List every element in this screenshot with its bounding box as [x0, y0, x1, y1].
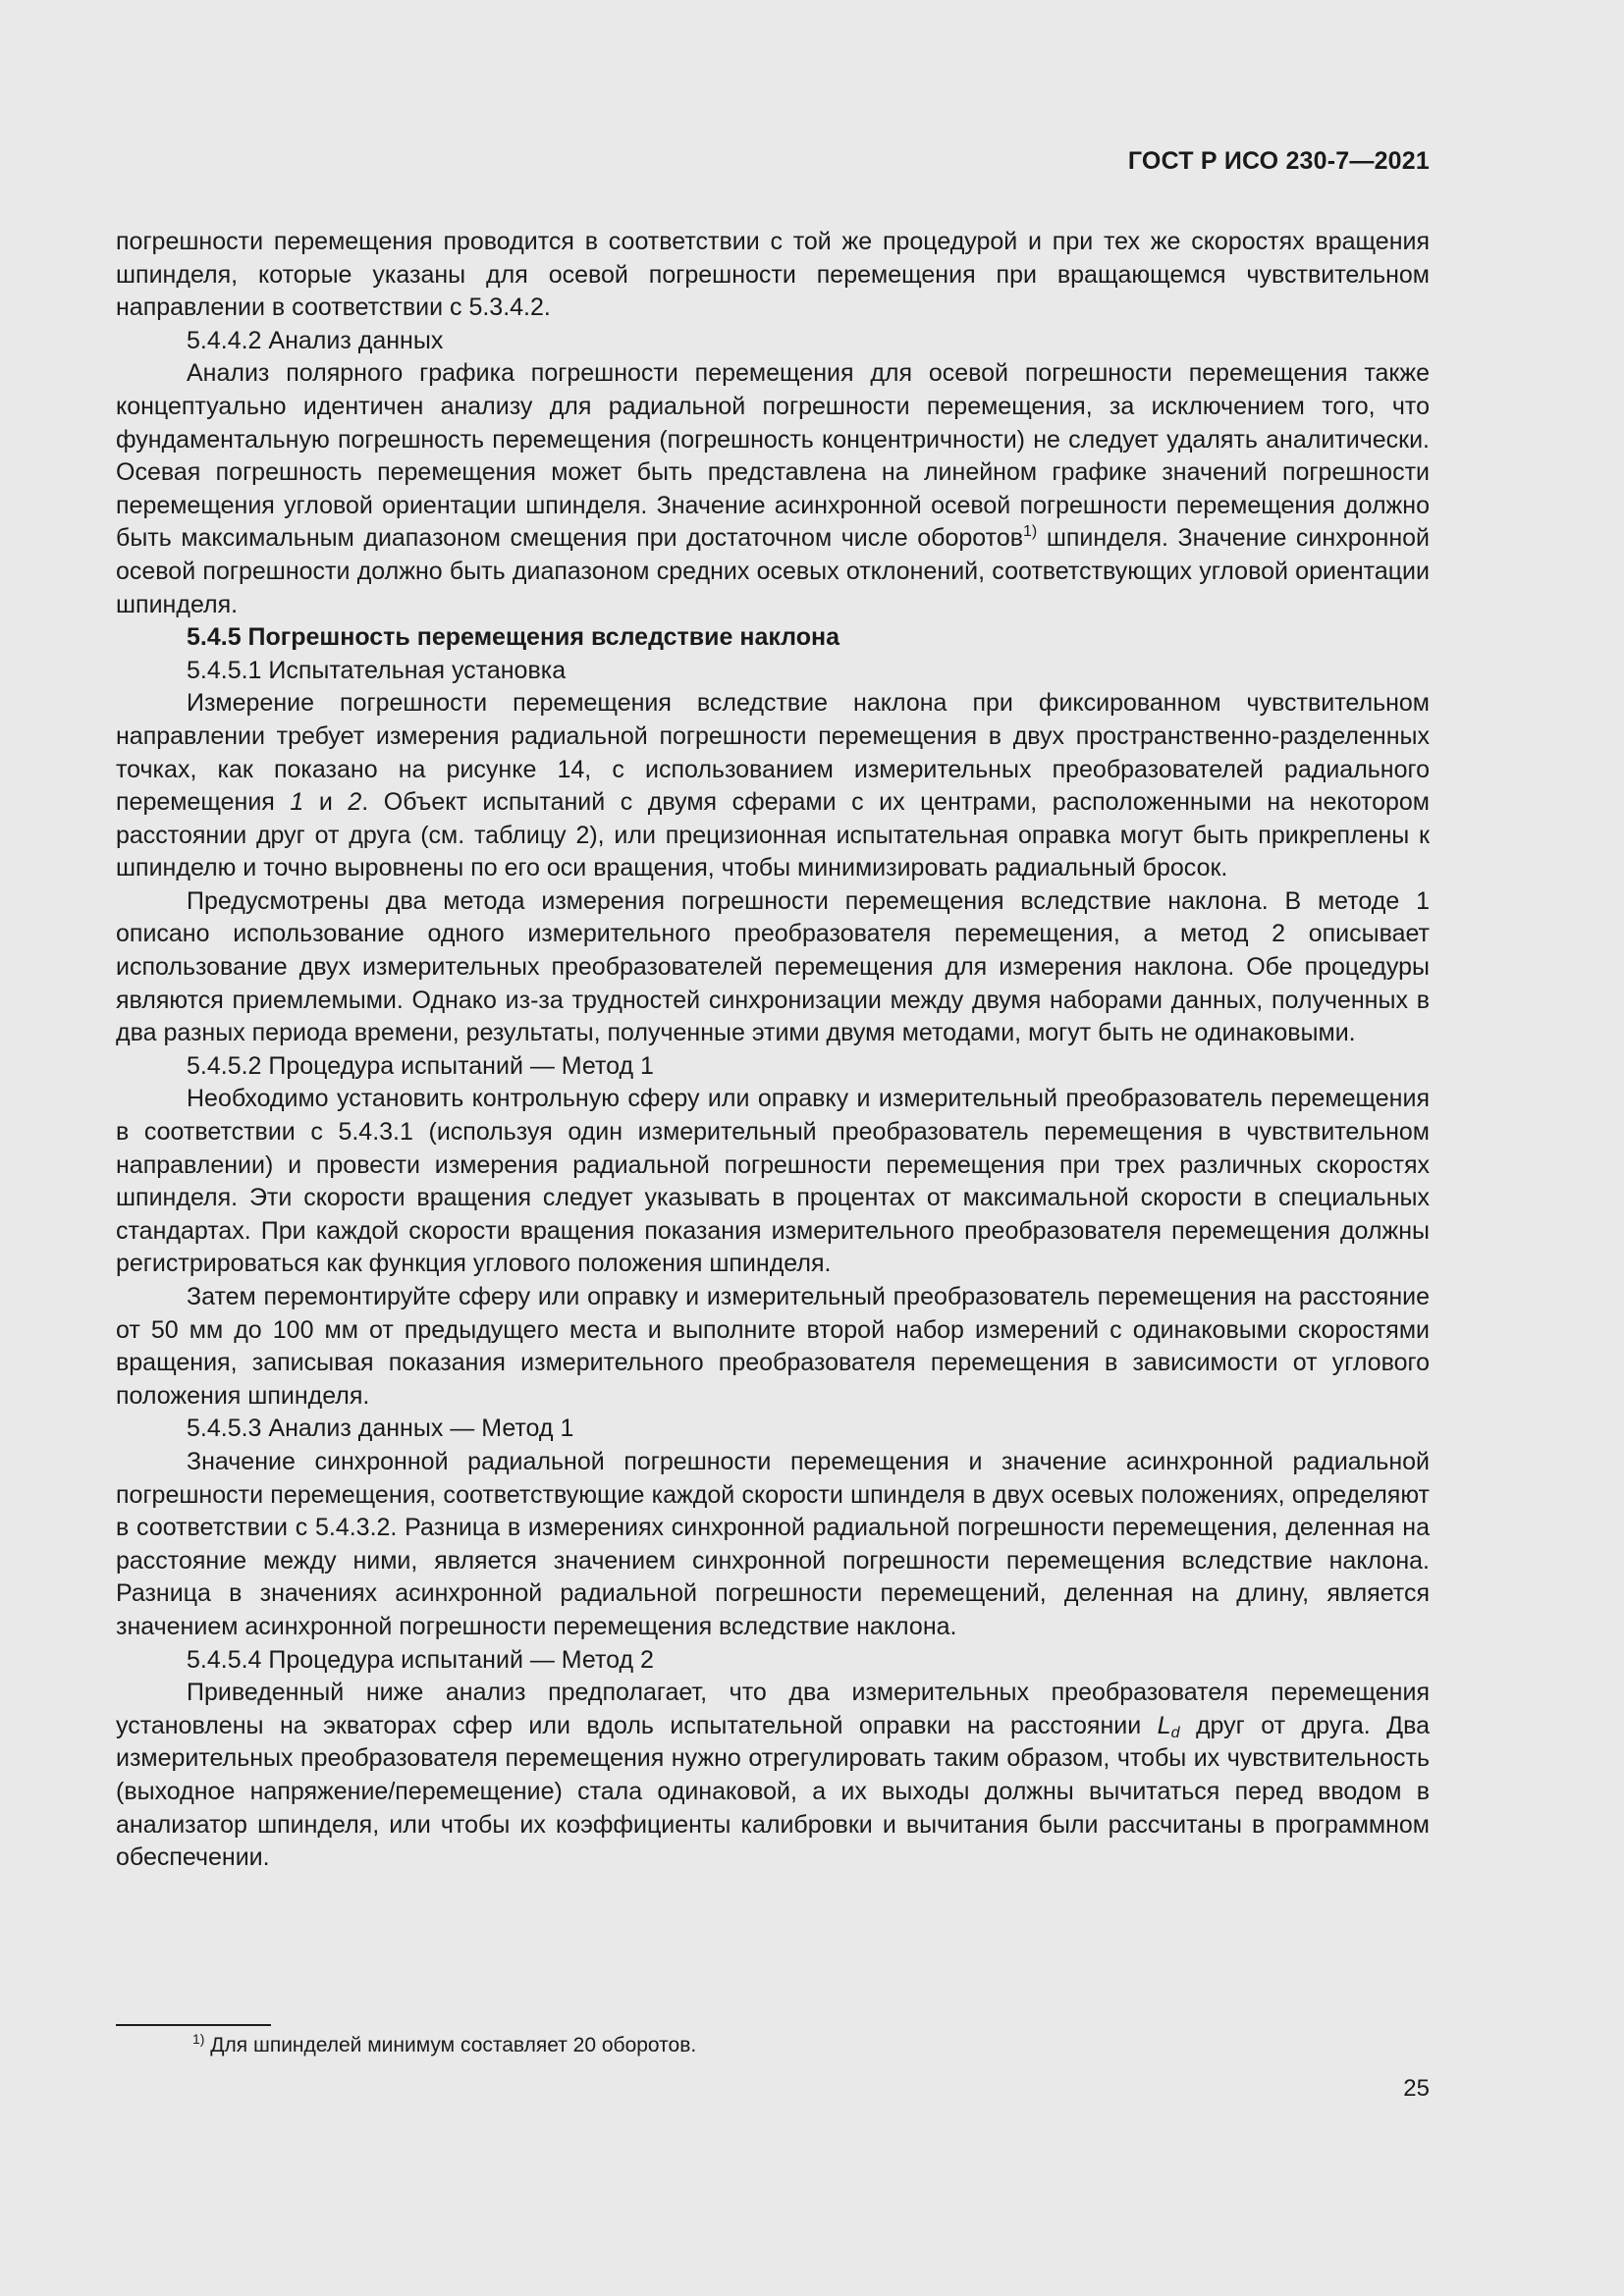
subsection-heading-5-4-5-1: 5.4.5.1 Испытательная установка: [187, 656, 567, 684]
paragraph-method-1-procedure: Необходимо установить контрольную сферу или оправку и измерительный преобразователь перемещения в соответствии с 5.4.3.1 (используя один измерительный преобразователь перемещения в чувствительном направлении) и провести измерения радиальной погрешности перемещения при трех различных скоростях шпинделя. Эти скорости вращения следует указывать в процентах от максимальной скорости в специальных стандартах. При каждой скорости вращения показания измерительного преобразователя перемещения должны регистрироваться как функция углового положения шпинделя.: [116, 1085, 1430, 1278]
paragraph-text: друг от друга. Два измерительных преобразователя перемещения нужно отрегулировать таким образом, чтобы их чувствительность (выходное напряжение/перемещение) стала одинаковой, а их выходы должны вычитаться перед вводом в анализатор шпинделя, или чтобы их коэффициенты калибровки и вычитания были рассчитаны в программном обеспечении.: [116, 1711, 1430, 1872]
paragraph-text: Анализ полярного графика погрешности перемещения для осевой погрешности перемещения также концептуально идентичен анализу для радиальной погрешности перемещения, за исключением того, что фундаментальную погрешность перемещения (погрешность концентричности) не следует удалять аналитически. Осевая погрешность перемещения может быть представлена на линейном графике значений погрешности перемещения угловой ориентации шпинделя. Значение асинхронной осевой погрешности перемещения должно быть максимальным диапазоном смещения при достаточном числе оборотов: [116, 359, 1430, 553]
subsection-heading-5-4-5-2: 5.4.5.2 Процедура испытаний — Метод 1: [187, 1051, 654, 1080]
section-heading-5-4-5: 5.4.5 Погрешность перемещения вследствие наклона: [187, 623, 839, 652]
subsection-heading-5-4-5-4: 5.4.5.4 Процедура испытаний — Метод 2: [187, 1645, 654, 1674]
paragraph-text: Измерение погрешности перемещения вследствие наклона при фиксированном чувствительном направлении требует измерения радиальной погрешности перемещения в двух пространственно-разделенных точках, как показано на рисунке 14, с использованием измерительных преобразователей радиального перемещения: [116, 689, 1430, 817]
footnote-marker: 1): [192, 2031, 205, 2047]
paragraph-methods: Предусмотрены два метода измерения погрешности перемещения вследствие наклона. В методе 1 описано использование одного измерительного преобразователя перемещения, а метод 2 описывает использование двух измерительных преобразователей перемещения для измерения наклона. Обе процедуры являются приемлемыми. Однако из-за трудностей синхронизации между двумя наборами данных, полученных в два разных периода времени, результаты, полученные этими двумя методами, могут быть не одинаковыми.: [116, 886, 1430, 1047]
paragraph-method-1-analysis: Значение синхронной радиальной погрешности перемещения и значение асинхронной радиальной погрешности перемещения, соответствующие каждой скорости шпинделя в двух осевых положениях, определяют в соответствии с 5.4.3.2. Разница в измерениях синхронной радиальной погрешности перемещения, деленная на расстояние между ними, является значением синхронной погрешности перемещения вследствие наклона. Разница в значениях асинхронной радиальной погрешности перемещений, деленная на длину, является значением асинхронной погрешности перемещения вследствие наклона.: [116, 1447, 1430, 1640]
subsection-heading-5-4-5-3: 5.4.5.3 Анализ данных — Метод 1: [187, 1415, 574, 1443]
paragraph-method-2-procedure: [116, 1677, 1430, 1875]
paragraph-text: шпинделя. Значение синхронной осевой погрешности должно быть диапазоном средних осевых отклонений, соответствующих угловой ориентации шпинделя.: [116, 524, 1430, 618]
footnote-text: Для шпинделей минимум составляет 20 оборотов.: [204, 2034, 697, 2056]
paragraph-text: Приведенный ниже анализ предполагает, что два измерительных преобразователя перемещения установлены на экваторах сфер или вдоль испытательной оправки на расстоянии: [116, 1679, 1430, 1739]
paragraph-tilt-setup: [116, 687, 1430, 885]
page-number: 25: [1403, 2075, 1430, 2102]
transducer-number-1: 1: [290, 788, 304, 817]
paragraph-text: и: [303, 788, 349, 817]
distance-symbol: $L_d$: [1157, 1711, 1180, 1741]
paragraph-axial-analysis: [116, 357, 1430, 621]
paragraph-text: . Объект испытаний с двумя сферами с их центрами, расположенными на некотором расстоянии друг от друга (см. таблицу 2), или прецизионная испытательная оправка могут быть прикреплены к шпинделю и точно выровнены по его оси вращения, чтобы минимизировать радиальный бросок.: [116, 788, 1430, 882]
paragraph-continuation: погрешности перемещения проводится в соответствии с той же процедурой и при тех же скоростях вращения шпинделя, которые указаны для осевой погрешности перемещения при вращающемся чувствительном направлении в соответствии с 5.3.4.2.: [116, 228, 1430, 322]
subsection-heading-5-4-4-2: 5.4.4.2 Анализ данных: [187, 326, 444, 354]
paragraph-method-1-remount: Затем перемонтируйте сферу или оправку и измерительный преобразователь перемещения на расстояние от 50 мм до 100 мм от предыдущего места и выполните второй набор измерений с одинаковыми скоростями вращения, записывая показания измерительного преобразователя перемещения в зависимости от углового положения шпинделя.: [116, 1283, 1430, 1410]
transducer-number-2: 2: [348, 788, 362, 817]
footnote-divider: [116, 2024, 271, 2026]
footnote-reference[interactable]: 1): [1023, 523, 1038, 541]
page-body: [116, 226, 1430, 1875]
footnote: [192, 2032, 696, 2059]
document-code-header: ГОСТ Р ИСО 230-7—2021: [1127, 147, 1430, 175]
